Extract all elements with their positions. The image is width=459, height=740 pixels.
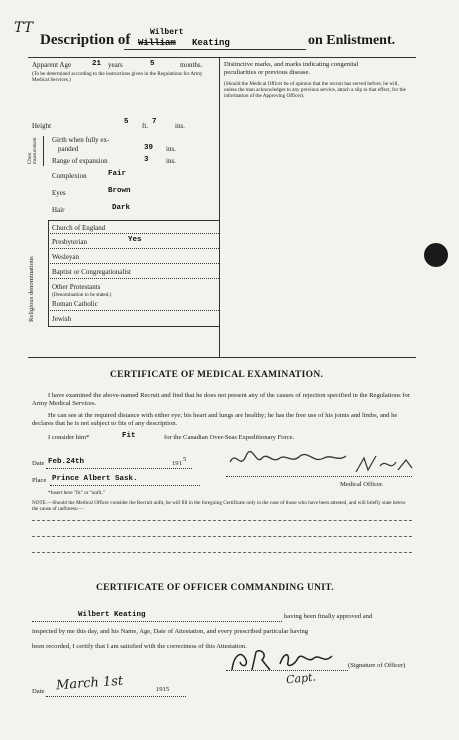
range-value: 3 — [144, 156, 149, 164]
commanding-date-hand: March 1st — [55, 673, 124, 694]
religion-baptist: Baptist or Congregationalist — [52, 268, 131, 276]
on-enlistment-label: on Enlistment. — [308, 33, 396, 48]
chest-label: Chest measurement — [28, 137, 38, 164]
commanding-recruit-name: Wilbert Keating — [78, 611, 146, 619]
height-ft: 5 — [124, 118, 129, 126]
medical-certificate-title: CERTIFICATE OF MEDICAL EXAMINATION. — [110, 370, 324, 380]
apparent-age-label: Apparent Age — [32, 61, 72, 69]
religion-row-line-5 — [48, 310, 219, 311]
years-label: years — [108, 61, 123, 69]
age-note: (To be determined according to the instructions given in the Regulations for Army Medical Services.) — [32, 71, 203, 83]
religion-presbyterian-value: Yes — [128, 236, 142, 244]
complexion-value: Fair — [108, 170, 127, 178]
signature-of-officer-label: (Signature of Officer) — [348, 662, 406, 669]
complexion-label: Complexion — [52, 172, 87, 180]
punch-hole-upper — [424, 243, 448, 267]
girth-value: 39 — [144, 144, 154, 152]
unfit-line-1 — [32, 520, 412, 521]
consider-suffix: for the Canadian Over-Seas Expeditionary Force. — [164, 434, 295, 441]
medical-year: 191 — [172, 460, 182, 467]
mo-signature-line — [226, 476, 412, 477]
medical-para-1: I have examined the above-named Recruit and find that he does not present any of the causes of rejection specified in the Regulations for Army Medical Services. — [32, 392, 410, 407]
religion-jewish: Jewish — [52, 315, 72, 323]
age-months: 5 — [150, 60, 155, 68]
marks-label-2: peculiarities or previous disease. — [224, 69, 311, 76]
medical-para-2: He can see at the required distance with either eye; his heart and lungs are healthy; he has the free use of his joints and limbs, and he declares that he is not subject to fits of any description. — [32, 412, 398, 427]
religion-row-line-2 — [48, 248, 219, 249]
eyes-label: Eyes — [52, 189, 66, 197]
chest-bracket — [43, 136, 44, 166]
corner-mark: TT — [14, 20, 33, 36]
apparent-age-row — [32, 61, 71, 69]
religion-wesleyan: Wesleyan — [52, 253, 80, 261]
top-box-border — [28, 57, 416, 58]
place-label: Place — [32, 477, 47, 484]
commanding-date-line — [46, 696, 186, 697]
unfit-line-3 — [32, 552, 412, 553]
religion-roman-catholic: Roman Catholic — [52, 300, 98, 308]
religion-presbyterian: Presbyterian — [52, 238, 87, 246]
medical-officer-signature — [228, 448, 348, 470]
age-years: 21 — [92, 60, 102, 68]
range-ins: ins. — [166, 157, 176, 165]
commanding-line-2: inspected by me this day, and his Name, Age, Date of Attestation, and every prescribed particular having — [32, 628, 309, 635]
religion-row-line-4 — [48, 278, 219, 279]
description-of-label: Description of — [40, 32, 131, 48]
commanding-name-line — [32, 621, 282, 622]
medical-year-suffix: 5 — [183, 456, 187, 463]
medical-date-label: Date — [32, 460, 45, 467]
ft-label: ft. — [142, 122, 149, 130]
marks-note: (Should the Medical Officer be of opinion that the recruit has served before, he will, unless the man acknowledges to any previous service, attach a slip to that effect, for the information of the Approving Officer). — [224, 81, 406, 99]
commanding-officer-rank: Capt. — [285, 670, 317, 687]
fit-value: Fit — [122, 432, 136, 440]
top-box-bottom — [28, 357, 416, 358]
height-label: Height — [32, 122, 52, 130]
insert-note: *Insert here "fit" or "unfit." — [48, 490, 106, 496]
surname: Keating — [192, 38, 230, 48]
commanding-certificate-title: CERTIFICATE OF OFFICER COMMANDING UNIT. — [96, 583, 334, 593]
girth-label-2: panded — [58, 145, 79, 153]
consider-prefix: I consider him* — [48, 434, 90, 441]
medical-officer-initials — [354, 454, 414, 476]
ins-label: ins. — [175, 122, 185, 130]
range-label: Range of expansion — [52, 157, 108, 165]
religion-church-of-england: Church of England — [52, 224, 106, 232]
religion-row-line-1 — [48, 233, 219, 234]
religion-label: Religious denominations — [28, 256, 35, 322]
commanding-line-1-suffix: having been finally approved and — [284, 613, 373, 620]
hair-label: Hair — [52, 206, 65, 214]
unfit-line-2 — [32, 536, 412, 537]
hair-value: Dark — [112, 204, 131, 212]
first-name-typed: Wilbert — [150, 28, 184, 37]
place-value: Prince Albert Sask. — [52, 475, 138, 483]
medical-date-line — [46, 468, 192, 469]
girth-label-1: Girth when fully ex- — [52, 136, 110, 144]
medical-date: Feb.24th — [48, 458, 85, 466]
girth-ins: ins. — [166, 145, 176, 153]
marks-label-1: Distinctive marks, and marks indicating congenital — [224, 61, 359, 68]
description-title — [40, 32, 130, 49]
commanding-date-label: Date — [32, 688, 45, 695]
religion-other-protestants: Other Protestants — [52, 283, 101, 291]
place-line — [50, 485, 200, 486]
medical-officer-label: Medical Officer. — [340, 481, 384, 488]
eyes-value: Brown — [108, 187, 131, 195]
religion-row-line-3 — [48, 263, 219, 264]
column-divider — [219, 57, 220, 357]
religion-box-top — [48, 220, 219, 221]
officer-signature-line — [226, 670, 348, 671]
religion-box-bottom — [48, 326, 219, 327]
first-name-struck: William — [138, 38, 176, 48]
months-label: months. — [180, 61, 203, 69]
height-in: 7 — [152, 118, 157, 126]
commanding-line-3: been recorded, I certify that I am satisfied with the correctness of this Attestation. — [32, 643, 247, 650]
commanding-year: 1915 — [156, 686, 170, 693]
religion-denomination-note: (Denomination to be stated.) — [52, 292, 112, 298]
unfit-note: NOTE.—Should the Medical Officer consider the Recruit unfit, he will fill in the foregoing Certificate only in the case of those who have been attested, and will briefly state below the cause of unfitness:— — [32, 500, 406, 512]
name-underline — [124, 49, 306, 50]
commanding-officer-signature — [228, 646, 338, 676]
